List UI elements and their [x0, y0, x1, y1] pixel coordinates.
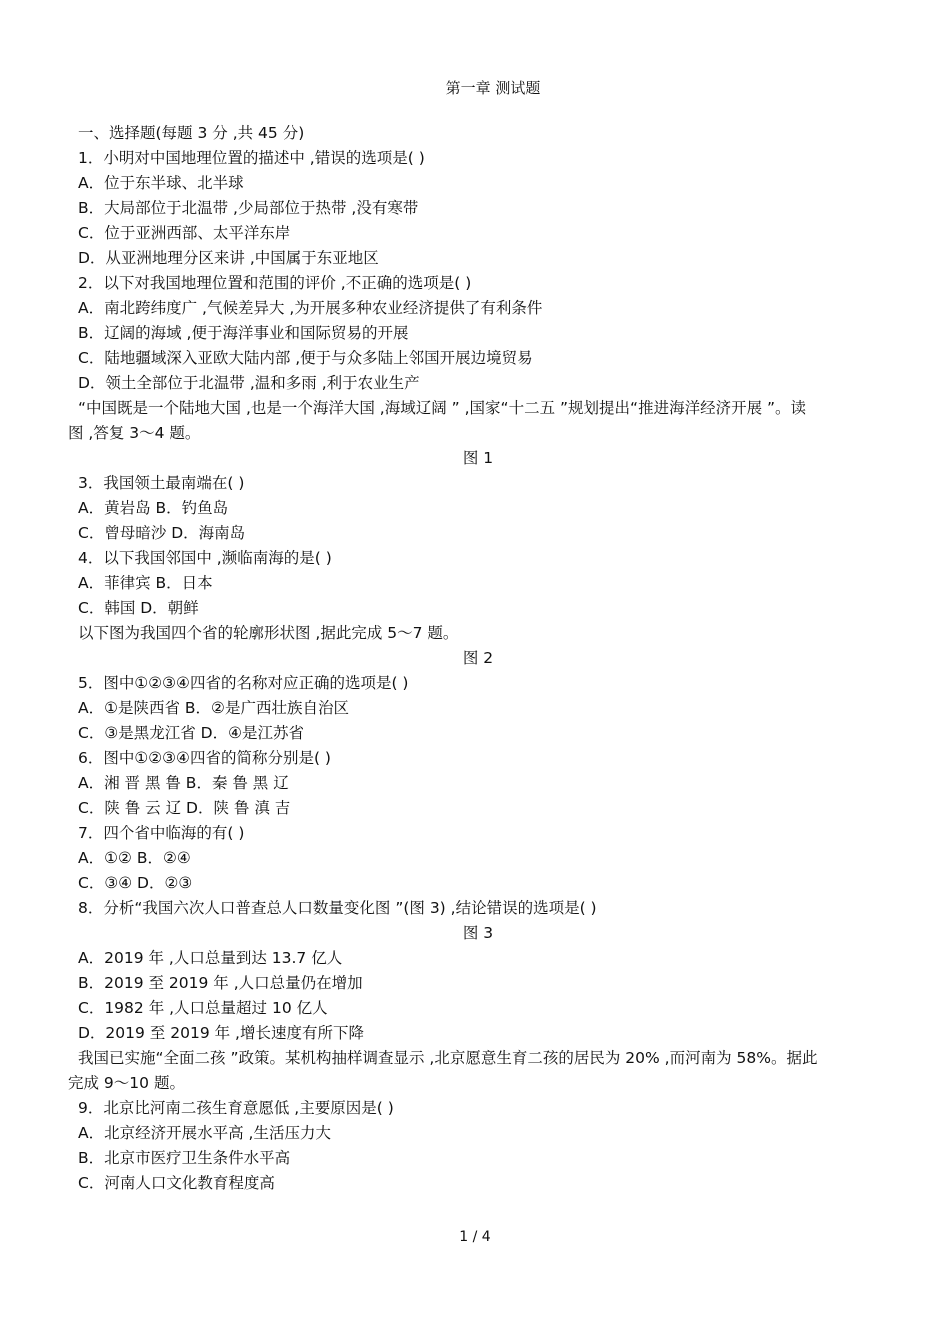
page-title: 第一章 测试题 [445, 79, 541, 97]
question-body [68, 121, 888, 1196]
question-line: C．1982 年 ,人口总量超过 10 亿人 [78, 999, 328, 1017]
question-line: A．北京经济开展水平高 ,生活压力大 [78, 1124, 331, 1142]
question-line: B．辽阔的海域 ,便于海洋事业和国际贸易的开展 [78, 324, 409, 342]
figure-caption: 图 3 [462, 924, 494, 942]
question-line: 3．我国领土最南端在( ) [78, 474, 245, 492]
question-line: A．黄岩岛 B．钓鱼岛 [78, 499, 229, 517]
question-line: 8．分析“我国六次人口普查总人口数量变化图 ”(图 3) ,结论错误的选项是( ) [78, 899, 597, 917]
question-line: D．从亚洲地理分区来讲 ,中国属于东亚地区 [78, 249, 379, 267]
figure-caption: 图 1 [462, 449, 494, 467]
question-line: 5．图中①②③④四省的名称对应正确的选项是( ) [78, 674, 409, 692]
question-line: B．2019 至 2019 年 ,人口总量仍在增加 [78, 974, 363, 992]
question-line: 1．小明对中国地理位置的描述中 ,错误的选项是( ) [78, 149, 425, 167]
question-line: A．湘 晋 黑 鲁 B．秦 鲁 黑 辽 [78, 774, 289, 792]
question-line: C．河南人口文化教育程度高 [78, 1174, 275, 1192]
question-line: A．南北跨纬度广 ,气候差异大 ,为开展多种农业经济提供了有利条件 [78, 299, 543, 317]
question-line: 2．以下对我国地理位置和范围的评价 ,不正确的选项是( ) [78, 274, 472, 292]
question-line: 4．以下我国邻国中 ,濒临南海的是( ) [78, 549, 332, 567]
question-line: 一、选择题(每题 3 分 ,共 45 分) [78, 124, 305, 142]
question-line: A．①② B．②④ [78, 849, 191, 867]
question-line: A．菲律宾 B．日本 [78, 574, 213, 592]
reading-passage [68, 1046, 888, 1096]
question-line: C．③④ D．②③ [78, 874, 193, 892]
question-line: 以下图为我国四个省的轮廓形状图 ,据此完成 5～7 题。 [78, 624, 459, 642]
question-line: B．北京市医疗卫生条件水平高 [78, 1149, 291, 1167]
figure-caption: 图 2 [462, 649, 494, 667]
reading-passage [68, 396, 888, 446]
passage-line: 我国已实施“全面二孩 ”政策。某机构抽样调查显示 ,北京愿意生育二孩的居民为 20% ,而河南为 58%。据此 [78, 1049, 818, 1067]
question-line: C．韩国 D．朝鲜 [78, 599, 199, 617]
question-line: D．领土全部位于北温带 ,温和多雨 ,利于农业生产 [78, 374, 420, 392]
question-line: 6．图中①②③④四省的简称分别是( ) [78, 749, 331, 767]
passage-line: 图 ,答复 3～4 题。 [68, 424, 201, 442]
question-line: C．陆地疆域深入亚欧大陆内部 ,便于与众多陆上邻国开展边境贸易 [78, 349, 533, 367]
question-line: D．2019 至 2019 年 ,增长速度有所下降 [78, 1024, 364, 1042]
question-line: B．大局部位于北温带 ,少局部位于热带 ,没有寒带 [78, 199, 419, 217]
question-line: C．③是黑龙江省 D．④是江苏省 [78, 724, 304, 742]
question-line: A．2019 年 ,人口总量到达 13.7 亿人 [78, 949, 343, 967]
passage-line: 完成 9～10 题。 [68, 1074, 185, 1092]
question-line: C．位于亚洲西部、太平洋东岸 [78, 224, 291, 242]
question-line: C．曾母暗沙 D．海南岛 [78, 524, 246, 542]
passage-line: “中国既是一个陆地大国 ,也是一个海洋大国 ,海域辽阔 ” ,国家“十二五 ”规划提出“推进海洋经济开展 ”。读 [78, 399, 807, 417]
question-line: A．位于东半球、北半球 [78, 174, 244, 192]
question-line: 9．北京比河南二孩生育意愿低 ,主要原因是( ) [78, 1099, 394, 1117]
page-number: 1 / 4 [459, 1229, 491, 1245]
question-line: C．陕 鲁 云 辽 D．陕 鲁 滇 吉 [78, 799, 291, 817]
question-line: A．①是陕西省 B．②是广西壮族自治区 [78, 699, 349, 717]
question-line: 7．四个省中临海的有( ) [78, 824, 245, 842]
